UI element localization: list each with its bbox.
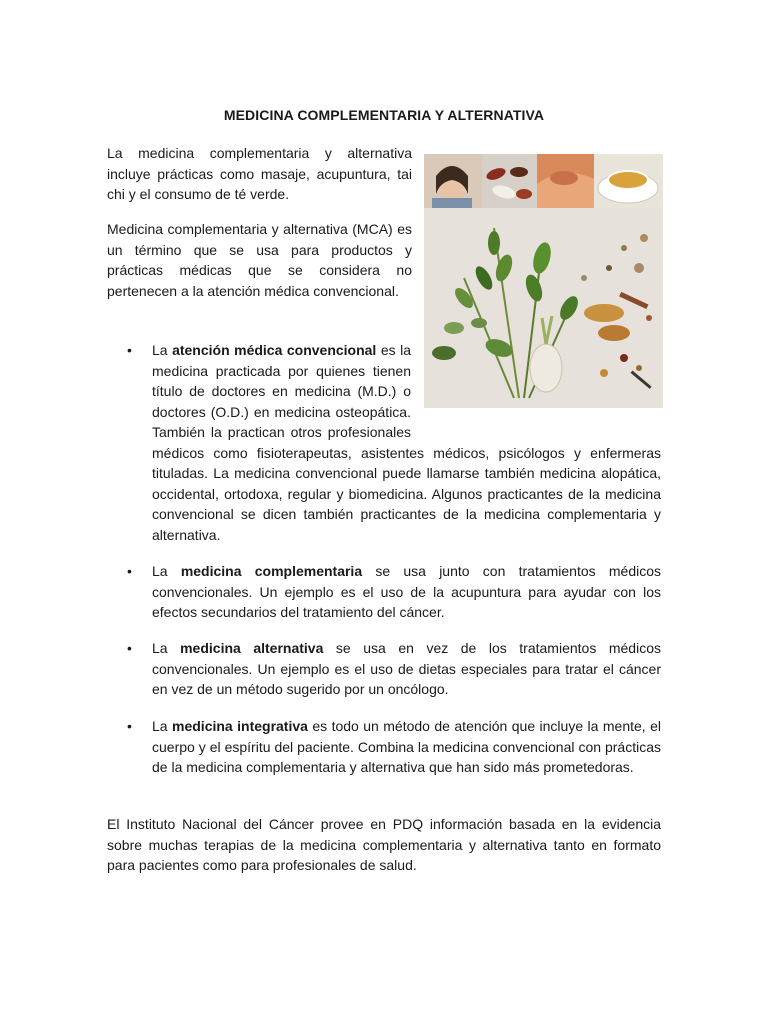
closing-paragraph: El Instituto Nacional del Cáncer provee en PDQ información basada en la evidencia sobre muchas terapias de la medicina complementaria y alternativa tanto en formato para pacientes como para profesionales de salud.	[107, 816, 661, 873]
list-item-alternative	[152, 638, 661, 700]
float-spacer	[411, 340, 661, 437]
bullet-prefix: La	[152, 718, 173, 734]
bullet-marker: •	[127, 640, 132, 656]
bullet-marker: •	[127, 718, 132, 734]
bullet-text: se usa junto con tratamientos médicos convencionales. Un ejemplo es el uso de la acupuntura para ayudar con los efectos secundarios del tratamiento del cáncer.	[152, 563, 662, 620]
bullet-text: es la medicina practicada por quienes tienen título de doctores en medicina (M.D.) o doctores (O.D.) en medicina osteopática. También la practican otros profesionales médicos como fisioterapeutas, asistentes médicos, psicólogos y enfermeras tituladas. La medicina convencional puede llamarse también medicina alopática, occidental, ortodoxa, regular y biomedicina. Algunos practicantes de la medicina convencional se dicen también practicantes de la medicina complementaria y alternativa.	[152, 342, 661, 543]
page-title: MEDICINA COMPLEMENTARIA Y ALTERNATIVA	[223, 107, 545, 123]
bullet-prefix: La	[152, 640, 181, 656]
bullet-prefix: La	[152, 563, 181, 579]
bullet-text: se usa en vez de los tratamientos médicos convencionales. Un ejemplo es el uso de dietas especiales para tratar el cáncer en vez de un método sugerido por un oncólogo.	[152, 640, 661, 697]
bullet-marker: •	[127, 563, 132, 579]
definition-paragraph: Medicina complementaria y alternativa (MCA) es un término que se usa para productos y prácticas médicas que se considera no pertenecen a la atención médica convencional.	[107, 221, 412, 299]
bullet-term: medicina alternativa	[180, 640, 324, 656]
bullet-text: es todo un método de atención que incluye la mente, el cuerpo y el espíritu del paciente. Combina la medicina convencional con prácticas de la medicina complementaria y alternativa que han sido más prometedoras.	[152, 718, 661, 775]
photo-strip	[424, 154, 663, 208]
bullet-term: medicina complementaria	[180, 563, 363, 579]
list-item-conventional	[152, 340, 661, 545]
bullet-prefix: La	[152, 342, 173, 358]
bullet-marker: •	[127, 342, 132, 358]
bullet-term: medicina integrativa	[172, 718, 308, 734]
list-item-integrative	[152, 716, 661, 778]
list-item-complementary	[152, 561, 661, 623]
bullet-term: atención médica convencional	[172, 342, 377, 358]
intro-paragraph: La medicina complementaria y alternativa incluye prácticas como masaje, acupuntura, tai chi y el consumo de té verde.	[107, 145, 412, 202]
